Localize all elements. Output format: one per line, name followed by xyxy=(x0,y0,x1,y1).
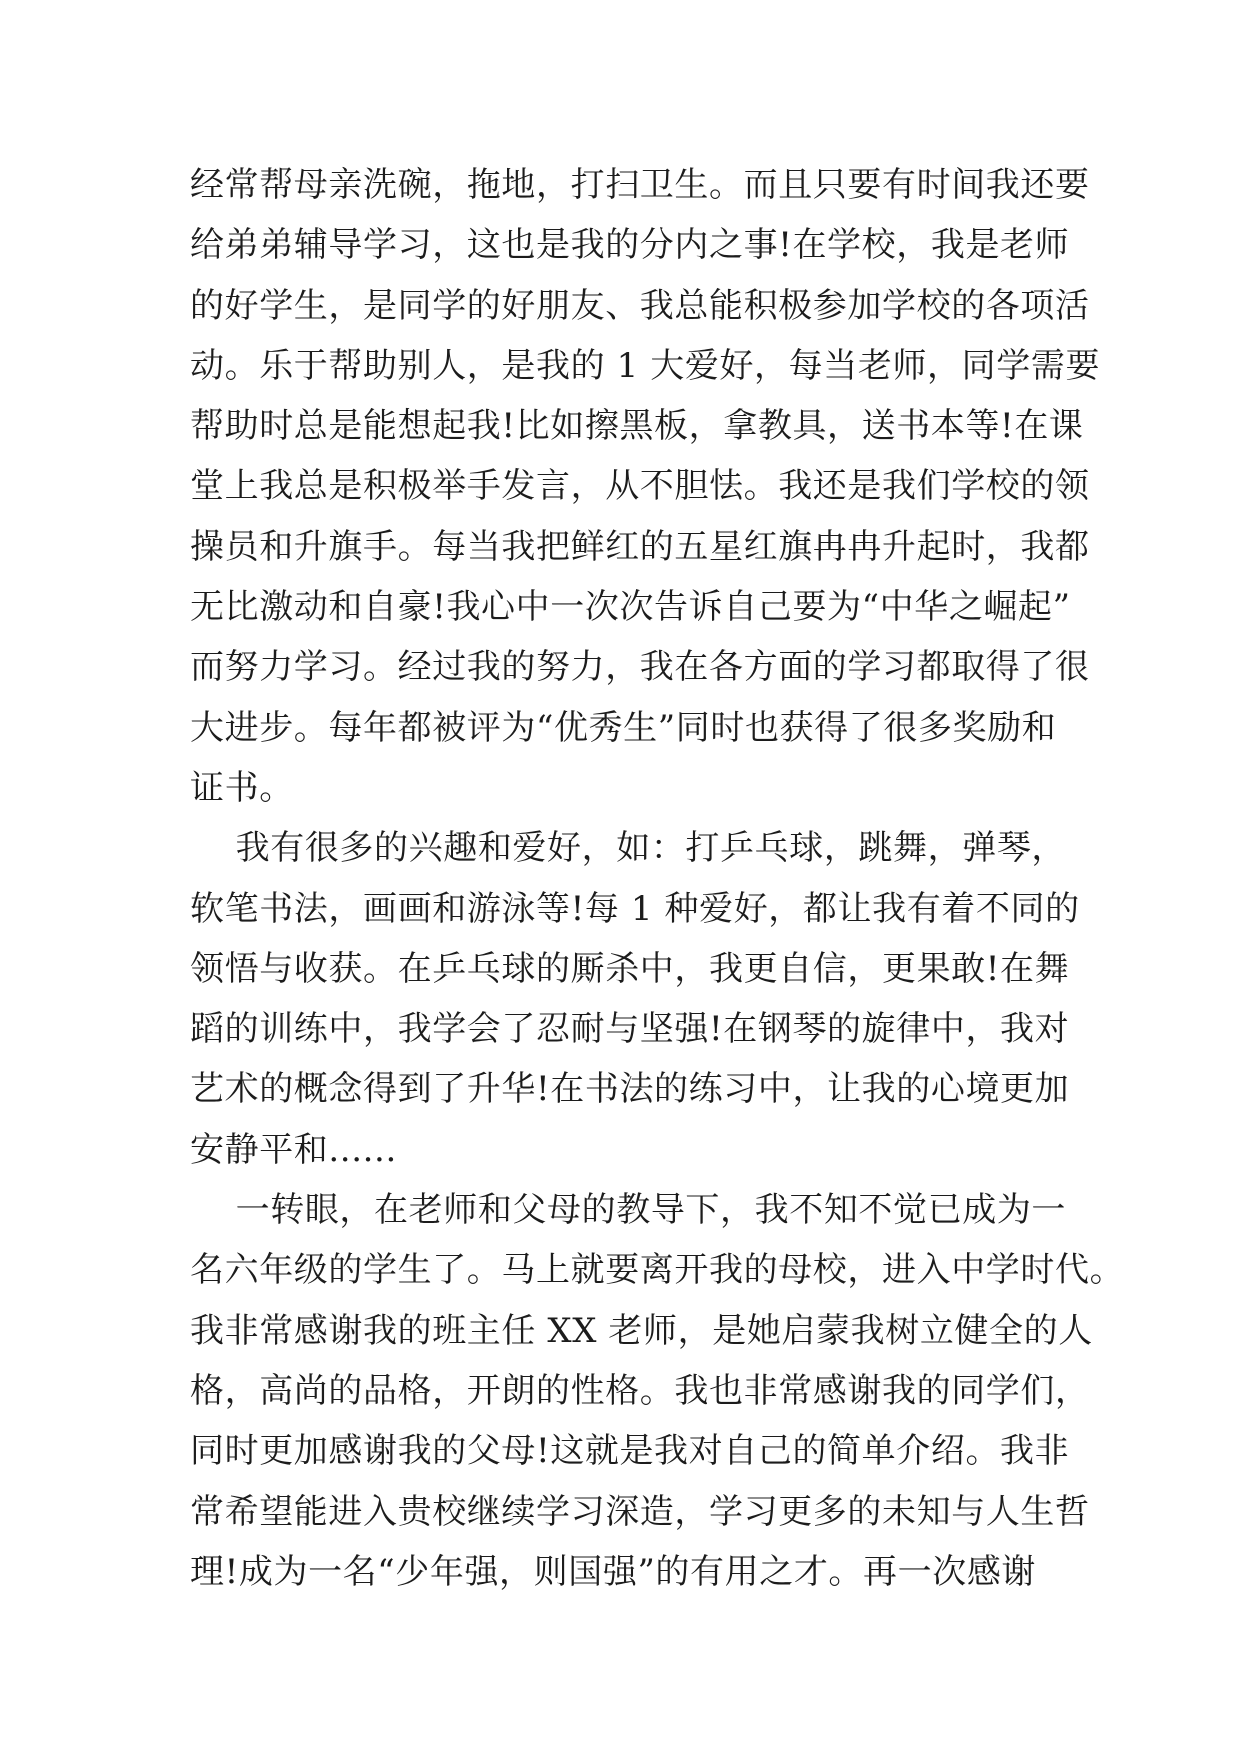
text-line: 给弟弟辅导学习，这也是我的分内之事!在学校，我是老师 xyxy=(190,225,1070,266)
text-line: 名六年级的学生了。马上就要离开我的母校，进入中学时代。 xyxy=(190,1250,1125,1291)
text-line: 理!成为一名“少年强，则国强”的有用之才。再一次感谢 xyxy=(190,1551,1037,1592)
text-line: 软笔书法，画画和游泳等!每 1 种爱好，都让我有着不同的 xyxy=(190,888,1080,929)
paragraph-1 xyxy=(190,155,1101,818)
text-line: 常希望能进入贵校继续学习深造，学习更多的未知与人生哲 xyxy=(190,1491,1090,1532)
text-line: 的好学生，是同学的好朋友、我总能积极参加学校的各项活 xyxy=(190,285,1090,326)
text-line: 操员和升旗手。每当我把鲜红的五星红旗冉冉升起时，我都 xyxy=(190,526,1090,567)
text-line: 证书。 xyxy=(190,767,294,808)
text-line: 格，高尚的品格，开朗的性格。我也非常感谢我的同学们， xyxy=(190,1370,1090,1411)
text-line: 同时更加感谢我的父母!这就是我对自己的简单介绍。我非 xyxy=(190,1431,1070,1472)
document-body xyxy=(190,155,1125,1602)
paragraph-3 xyxy=(190,1180,1125,1602)
paragraph-2 xyxy=(190,818,1080,1180)
text-line: 一转眼，在老师和父母的教导下，我不知不觉已成为一 xyxy=(190,1190,1067,1231)
text-line: 我有很多的兴趣和爱好，如：打乒乓球，跳舞，弹琴， xyxy=(190,828,1067,869)
text-line: 而努力学习。经过我的努力，我在各方面的学习都取得了很 xyxy=(190,647,1090,688)
text-line: 帮助时总是能想起我!比如擦黑板，拿教具，送书本等!在课 xyxy=(190,406,1084,447)
text-line: 动。乐于帮助别人，是我的 1 大爱好，每当老师，同学需要 xyxy=(190,345,1101,386)
text-line: 艺术的概念得到了升华!在书法的练习中，让我的心境更加 xyxy=(190,1069,1070,1110)
text-line: 堂上我总是积极举手发言，从不胆怯。我还是我们学校的领 xyxy=(190,466,1090,507)
text-line: 安静平和...... xyxy=(190,1129,397,1170)
text-line: 经常帮母亲洗碗，拖地，打扫卫生。而且只要有时间我还要 xyxy=(190,165,1090,205)
text-line: 领悟与收获。在乒乓球的厮杀中，我更自信，更果敢!在舞 xyxy=(190,948,1070,989)
text-line: 蹈的训练中，我学会了忍耐与坚强!在钢琴的旋律中，我对 xyxy=(190,1009,1070,1050)
text-line: 大进步。每年都被评为“优秀生”同时也获得了很多奖励和 xyxy=(190,707,1057,748)
text-line: 我非常感谢我的班主任 XX 老师，是她启蒙我树立健全的人 xyxy=(190,1310,1093,1351)
text-line: 无比激动和自豪!我心中一次次告诉自己要为“中华之崛起” xyxy=(190,587,1071,628)
